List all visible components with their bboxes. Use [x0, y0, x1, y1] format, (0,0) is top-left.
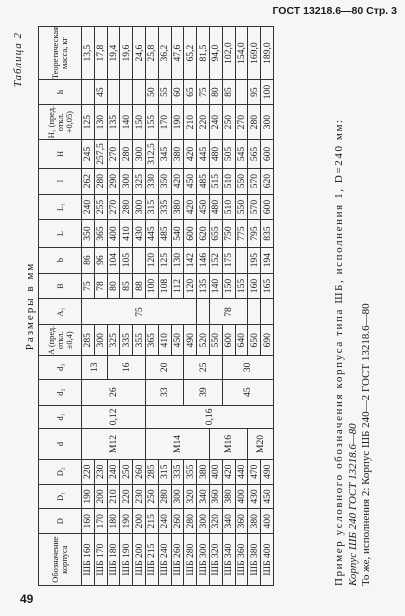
table-cell: 125 [158, 247, 171, 273]
table-cell: 300 [171, 484, 184, 509]
table-cell: 60 [171, 80, 184, 105]
column-header: d₁ [39, 405, 82, 429]
table-cell: 190 [120, 509, 133, 534]
standard-code: ГОСТ 13218.6—80 [272, 5, 364, 17]
table-cell: 480 [209, 140, 222, 168]
table-cell: 94,0 [209, 27, 222, 80]
table-cell: 795 [248, 220, 261, 247]
table-cell: 200 [94, 484, 107, 509]
merged-cell: M16 [209, 429, 247, 460]
table-cell: 480 [209, 194, 222, 220]
example-label: Пример условного обозначения корпуса типа ШБ, исполнения 1, D=240 мм: [333, 118, 345, 586]
table-cell: 155 [235, 273, 248, 299]
table-cell: 270 [107, 194, 120, 220]
table-cell: 190 [171, 104, 184, 139]
table-cell: 130 [94, 104, 107, 139]
table-cell: 430 [248, 484, 261, 509]
table-cell: 420 [184, 194, 197, 220]
table-cell: ШБ 215 [145, 534, 158, 586]
table-cell: 380 [248, 509, 261, 534]
table-cell: 270 [107, 140, 120, 168]
table-cell: 350 [158, 168, 171, 194]
table-cell: 300 [94, 325, 107, 356]
table-cell: 330 [145, 168, 158, 194]
table-cell: 220 [82, 459, 95, 484]
table-cell: 215 [145, 509, 158, 534]
merged-cell: 20 [145, 356, 183, 380]
table-cell: 360 [209, 484, 222, 509]
table-cell: 160 [82, 509, 95, 534]
table-cell: 565 [248, 140, 261, 168]
table-cell: 240 [82, 194, 95, 220]
table-number-label: Таблица 2 [12, 32, 24, 88]
table-cell: 65,2 [184, 27, 197, 80]
table-cell: 75 [82, 273, 95, 299]
column-header: h [39, 80, 82, 105]
table-cell [235, 80, 248, 105]
table-cell: 445 [145, 220, 158, 247]
page-label: Стр. 3 [366, 5, 397, 17]
table-cell: 485 [158, 220, 171, 247]
table-cell [248, 299, 261, 325]
table-cell: 140 [120, 104, 133, 139]
table-cell: 195 [248, 247, 261, 273]
column-header: L₁ [39, 194, 82, 220]
table-cell: 640 [235, 325, 248, 356]
table-cell: 570 [248, 168, 261, 194]
table-cell: 510 [222, 168, 235, 194]
table-cell: 335 [158, 194, 171, 220]
table-cell: 160 [248, 273, 261, 299]
table-cell: 320 [184, 484, 197, 509]
table-cell: 320 [209, 509, 222, 534]
table-cell: 19,6 [120, 27, 133, 80]
table-cell: 45 [94, 80, 107, 105]
merged-cell: 75 [82, 299, 197, 325]
table-cell: 75 [197, 80, 210, 105]
merged-cell: 45 [222, 379, 273, 405]
table-cell: 112 [171, 273, 184, 299]
table-cell: 85 [222, 80, 235, 105]
table-cell: 430 [133, 220, 146, 247]
table-cell: 315 [145, 194, 158, 220]
table-cell [235, 247, 248, 273]
table-cell: ШБ 240 [158, 534, 171, 586]
table-cell: 255 [94, 194, 107, 220]
table-cell: ШБ 360 [235, 534, 248, 586]
table-cell: 102,0 [222, 27, 235, 80]
table-cell: 285 [145, 459, 158, 484]
table-cell: 135 [107, 104, 120, 139]
table-cell: 65 [184, 80, 197, 105]
table-cell: 315 [158, 459, 171, 484]
table-cell: 300 [133, 194, 146, 220]
table-cell: 50 [145, 80, 158, 105]
column-header: A (пред. откл. ±0,4) [39, 325, 82, 356]
merged-cell: 30 [222, 356, 273, 380]
table-cell: 280 [120, 194, 133, 220]
table-cell: 400 [107, 220, 120, 247]
table-cell: 146 [197, 247, 210, 273]
merged-cell: 25 [184, 356, 222, 380]
column-header: d₂ [39, 379, 82, 405]
table-cell: 365 [145, 325, 158, 356]
table-cell [133, 80, 146, 105]
merged-cell: 16 [107, 356, 145, 380]
table-cell: 230 [133, 484, 146, 509]
table-cell: 470 [248, 459, 261, 484]
table-cell: 152 [209, 247, 222, 273]
table-cell: 245 [82, 140, 95, 168]
table-cell: 105 [120, 247, 133, 273]
column-header: A₁ [39, 299, 82, 325]
table-cell: 505 [222, 140, 235, 168]
merged-cell: 0,16 [145, 405, 273, 429]
table-cell: 490 [184, 325, 197, 356]
table-cell: 545 [235, 140, 248, 168]
table-cell: ШБ 340 [222, 534, 235, 586]
table-cell: 125 [82, 104, 95, 139]
table-cell: ШБ 190 [120, 534, 133, 586]
table-cell: 335 [120, 325, 133, 356]
table-cell: 380 [171, 194, 184, 220]
example-designation: Корпус ШБ 240 ГОСТ 13218.6—80 [347, 423, 359, 586]
table-row [197, 27, 210, 586]
table-cell: 450 [184, 168, 197, 194]
table-cell: ШБ 280 [184, 534, 197, 586]
table-cell: 420 [171, 168, 184, 194]
table-cell: 200 [133, 509, 146, 534]
table-cell: 250 [120, 459, 133, 484]
table-cell: 95 [248, 80, 261, 105]
column-header: D₁ [39, 484, 82, 509]
units-label: Размеры в мм [24, 261, 36, 351]
table-cell: 88 [133, 273, 146, 299]
table-cell: 750 [222, 220, 235, 247]
merged-cell: M14 [145, 429, 209, 460]
column-header: H₁ (пред. откл. +0,05) [39, 104, 82, 139]
table-cell: 142 [184, 247, 197, 273]
table-cell: 100 [261, 80, 274, 105]
table-cell: 655 [209, 220, 222, 247]
table-cell: 154,0 [235, 27, 248, 80]
table-cell: 300 [133, 140, 146, 168]
table-cell: 620 [197, 220, 210, 247]
table-cell: 450 [197, 194, 210, 220]
merged-cell: 0,12 [82, 405, 146, 429]
table-cell: 365 [94, 220, 107, 247]
table-cell: 350 [82, 220, 95, 247]
table-cell: 325 [107, 325, 120, 356]
page-number: 49 [20, 592, 34, 606]
table-cell: 540 [171, 220, 184, 247]
table-cell: 355 [184, 459, 197, 484]
table-cell: 85 [120, 273, 133, 299]
table-row [82, 27, 95, 586]
table-cell: 250 [145, 484, 158, 509]
designation-example [332, 26, 360, 586]
table-cell: ШБ 300 [197, 534, 210, 586]
table-cell: ШБ 400 [261, 534, 274, 586]
table-cell: 19,4 [107, 27, 120, 80]
table-cell: 440 [235, 459, 248, 484]
table-cell: 600 [261, 194, 274, 220]
table-cell: 17,8 [94, 27, 107, 80]
table-cell: 230 [94, 459, 107, 484]
table-cell: 170 [158, 104, 171, 139]
variant-label: То же, исполнения 2: [360, 487, 372, 586]
designation-variant [360, 26, 372, 586]
table-cell: 47,6 [171, 27, 184, 80]
column-header: D [39, 509, 82, 534]
table-cell: ШБ 260 [171, 534, 184, 586]
table-cell: 55 [158, 80, 171, 105]
table-cell: 150 [222, 273, 235, 299]
table-cell: 300 [261, 104, 274, 139]
table-cell: 210 [107, 484, 120, 509]
table-cell: 250 [222, 104, 235, 139]
table-cell: 100 [145, 273, 158, 299]
table-cell: 240 [209, 104, 222, 139]
table-cell: 170 [94, 509, 107, 534]
table-cell [133, 247, 146, 273]
table-cell: 194 [261, 247, 274, 273]
table-cell: 570 [248, 194, 261, 220]
table-cell: 13,5 [82, 27, 95, 80]
table-cell: 380 [197, 459, 210, 484]
table-cell: 150 [133, 104, 146, 139]
table-cell: 220 [120, 484, 133, 509]
table-cell [107, 80, 120, 105]
table-cell: 550 [235, 194, 248, 220]
table-cell: ШБ 180 [107, 534, 120, 586]
table-cell: 80 [107, 273, 120, 299]
table-cell: 280 [184, 509, 197, 534]
table-cell: 24,6 [133, 27, 146, 80]
table-cell: 86 [82, 247, 95, 273]
table-cell: 290 [107, 168, 120, 194]
table-cell: 420 [222, 459, 235, 484]
table-cell: 81,5 [197, 27, 210, 80]
merged-cell: 13 [82, 356, 108, 380]
table-cell: 280 [94, 168, 107, 194]
table-cell: 485 [197, 168, 210, 194]
table-cell: 165 [261, 273, 274, 299]
table-cell: 104 [107, 247, 120, 273]
table-cell: 410 [158, 325, 171, 356]
column-header: L [39, 220, 82, 247]
column-header: D₂ [39, 459, 82, 484]
table-cell: 175 [222, 247, 235, 273]
table-cell: 340 [222, 509, 235, 534]
table-cell: 410 [120, 220, 133, 247]
table-cell: 312,5 [145, 140, 158, 168]
table-cell: 169,0 [248, 27, 261, 80]
table-cell: 690 [261, 325, 274, 356]
table-cell: 108 [158, 273, 171, 299]
table-cell: ШБ 320 [209, 534, 222, 586]
table-header-row [39, 27, 82, 586]
table-cell: 135 [197, 273, 210, 299]
table-cell: 600 [222, 325, 235, 356]
column-header: B [39, 273, 82, 299]
table-cell: 520 [197, 325, 210, 356]
table-cell: 400 [261, 509, 274, 534]
table-cell: 355 [133, 325, 146, 356]
table-cell: 450 [261, 484, 274, 509]
table-cell: 325 [133, 168, 146, 194]
table-cell: 490 [261, 459, 274, 484]
table-cell: 260 [171, 509, 184, 534]
table-cell: 155 [145, 104, 158, 139]
table-cell: 270 [235, 104, 248, 139]
table-cell: 515 [209, 168, 222, 194]
table-cell: 550 [209, 325, 222, 356]
table-cell: 280 [120, 140, 133, 168]
table-body [82, 27, 274, 586]
merged-cell: 78 [209, 299, 247, 325]
table-cell [82, 80, 95, 105]
table-cell: 345 [158, 140, 171, 168]
table-cell: 400 [235, 484, 248, 509]
table-cell: ШБ 200 [133, 534, 146, 586]
table-cell: 285 [82, 325, 95, 356]
table-cell: 420 [184, 140, 197, 168]
table-cell: 78 [94, 273, 107, 299]
table-cell: 775 [235, 220, 248, 247]
variant-designation: Корпус ШБ 240—2 ГОСТ 13218.6—80 [360, 303, 372, 485]
table-cell: ШБ 380 [248, 534, 261, 586]
table-cell: 189,0 [261, 27, 274, 80]
table-cell [261, 299, 274, 325]
dimensions-table [38, 26, 274, 586]
merged-cell: 33 [145, 379, 183, 405]
table-cell: ШБ 160 [82, 534, 95, 586]
column-header: d₃ [39, 356, 82, 380]
table-cell: 340 [197, 484, 210, 509]
table-cell: 280 [248, 104, 261, 139]
table-cell [120, 80, 133, 105]
table-row [248, 27, 261, 586]
table-cell: 600 [261, 140, 274, 168]
table-cell: 25,8 [145, 27, 158, 80]
table-cell: 650 [248, 325, 261, 356]
table-cell: 120 [184, 273, 197, 299]
table-cell: 550 [235, 168, 248, 194]
table-cell: 620 [261, 168, 274, 194]
table-cell: 300 [197, 509, 210, 534]
table-cell: 240 [107, 459, 120, 484]
column-header: Обозначение корпуса [39, 534, 82, 586]
table-cell: 510 [222, 194, 235, 220]
table-cell: 445 [197, 140, 210, 168]
page-header [272, 5, 397, 17]
table-cell: 300 [120, 168, 133, 194]
table-cell: 450 [171, 325, 184, 356]
column-header: d [39, 429, 82, 460]
table-cell: 600 [184, 220, 197, 247]
table-cell: 220 [197, 104, 210, 139]
table-cell: 262 [82, 168, 95, 194]
table-cell: 380 [171, 140, 184, 168]
table-cell: 80 [209, 80, 222, 105]
column-header: H [39, 140, 82, 168]
merged-cell: 39 [184, 379, 222, 405]
table-row [261, 27, 274, 586]
table-cell: 380 [222, 484, 235, 509]
table-cell: 180 [107, 509, 120, 534]
table-cell [197, 299, 210, 325]
table-cell: 400 [209, 459, 222, 484]
table-cell: 140 [209, 273, 222, 299]
merged-cell: M20 [248, 429, 274, 460]
table-cell: 210 [184, 104, 197, 139]
table-row [209, 27, 222, 586]
table-cell: 257,5 [94, 140, 107, 168]
table-cell: 130 [171, 247, 184, 273]
rotated-content [10, 26, 390, 586]
column-header: l [39, 168, 82, 194]
merged-cell: 26 [82, 379, 146, 405]
table-cell: 360 [235, 509, 248, 534]
table-cell: ШБ 170 [94, 534, 107, 586]
column-header: b [39, 247, 82, 273]
table-cell: 280 [158, 484, 171, 509]
table-cell: 36,2 [158, 27, 171, 80]
table-cell: 240 [158, 509, 171, 534]
table-cell: 260 [133, 459, 146, 484]
table-cell: 190 [82, 484, 95, 509]
table-cell: 835 [261, 220, 274, 247]
merged-cell: M12 [82, 429, 146, 460]
table-cell: 335 [171, 459, 184, 484]
table-cell: 120 [145, 247, 158, 273]
table-cell: 96 [94, 247, 107, 273]
column-header: Теоретическая масса, кг [39, 27, 82, 80]
